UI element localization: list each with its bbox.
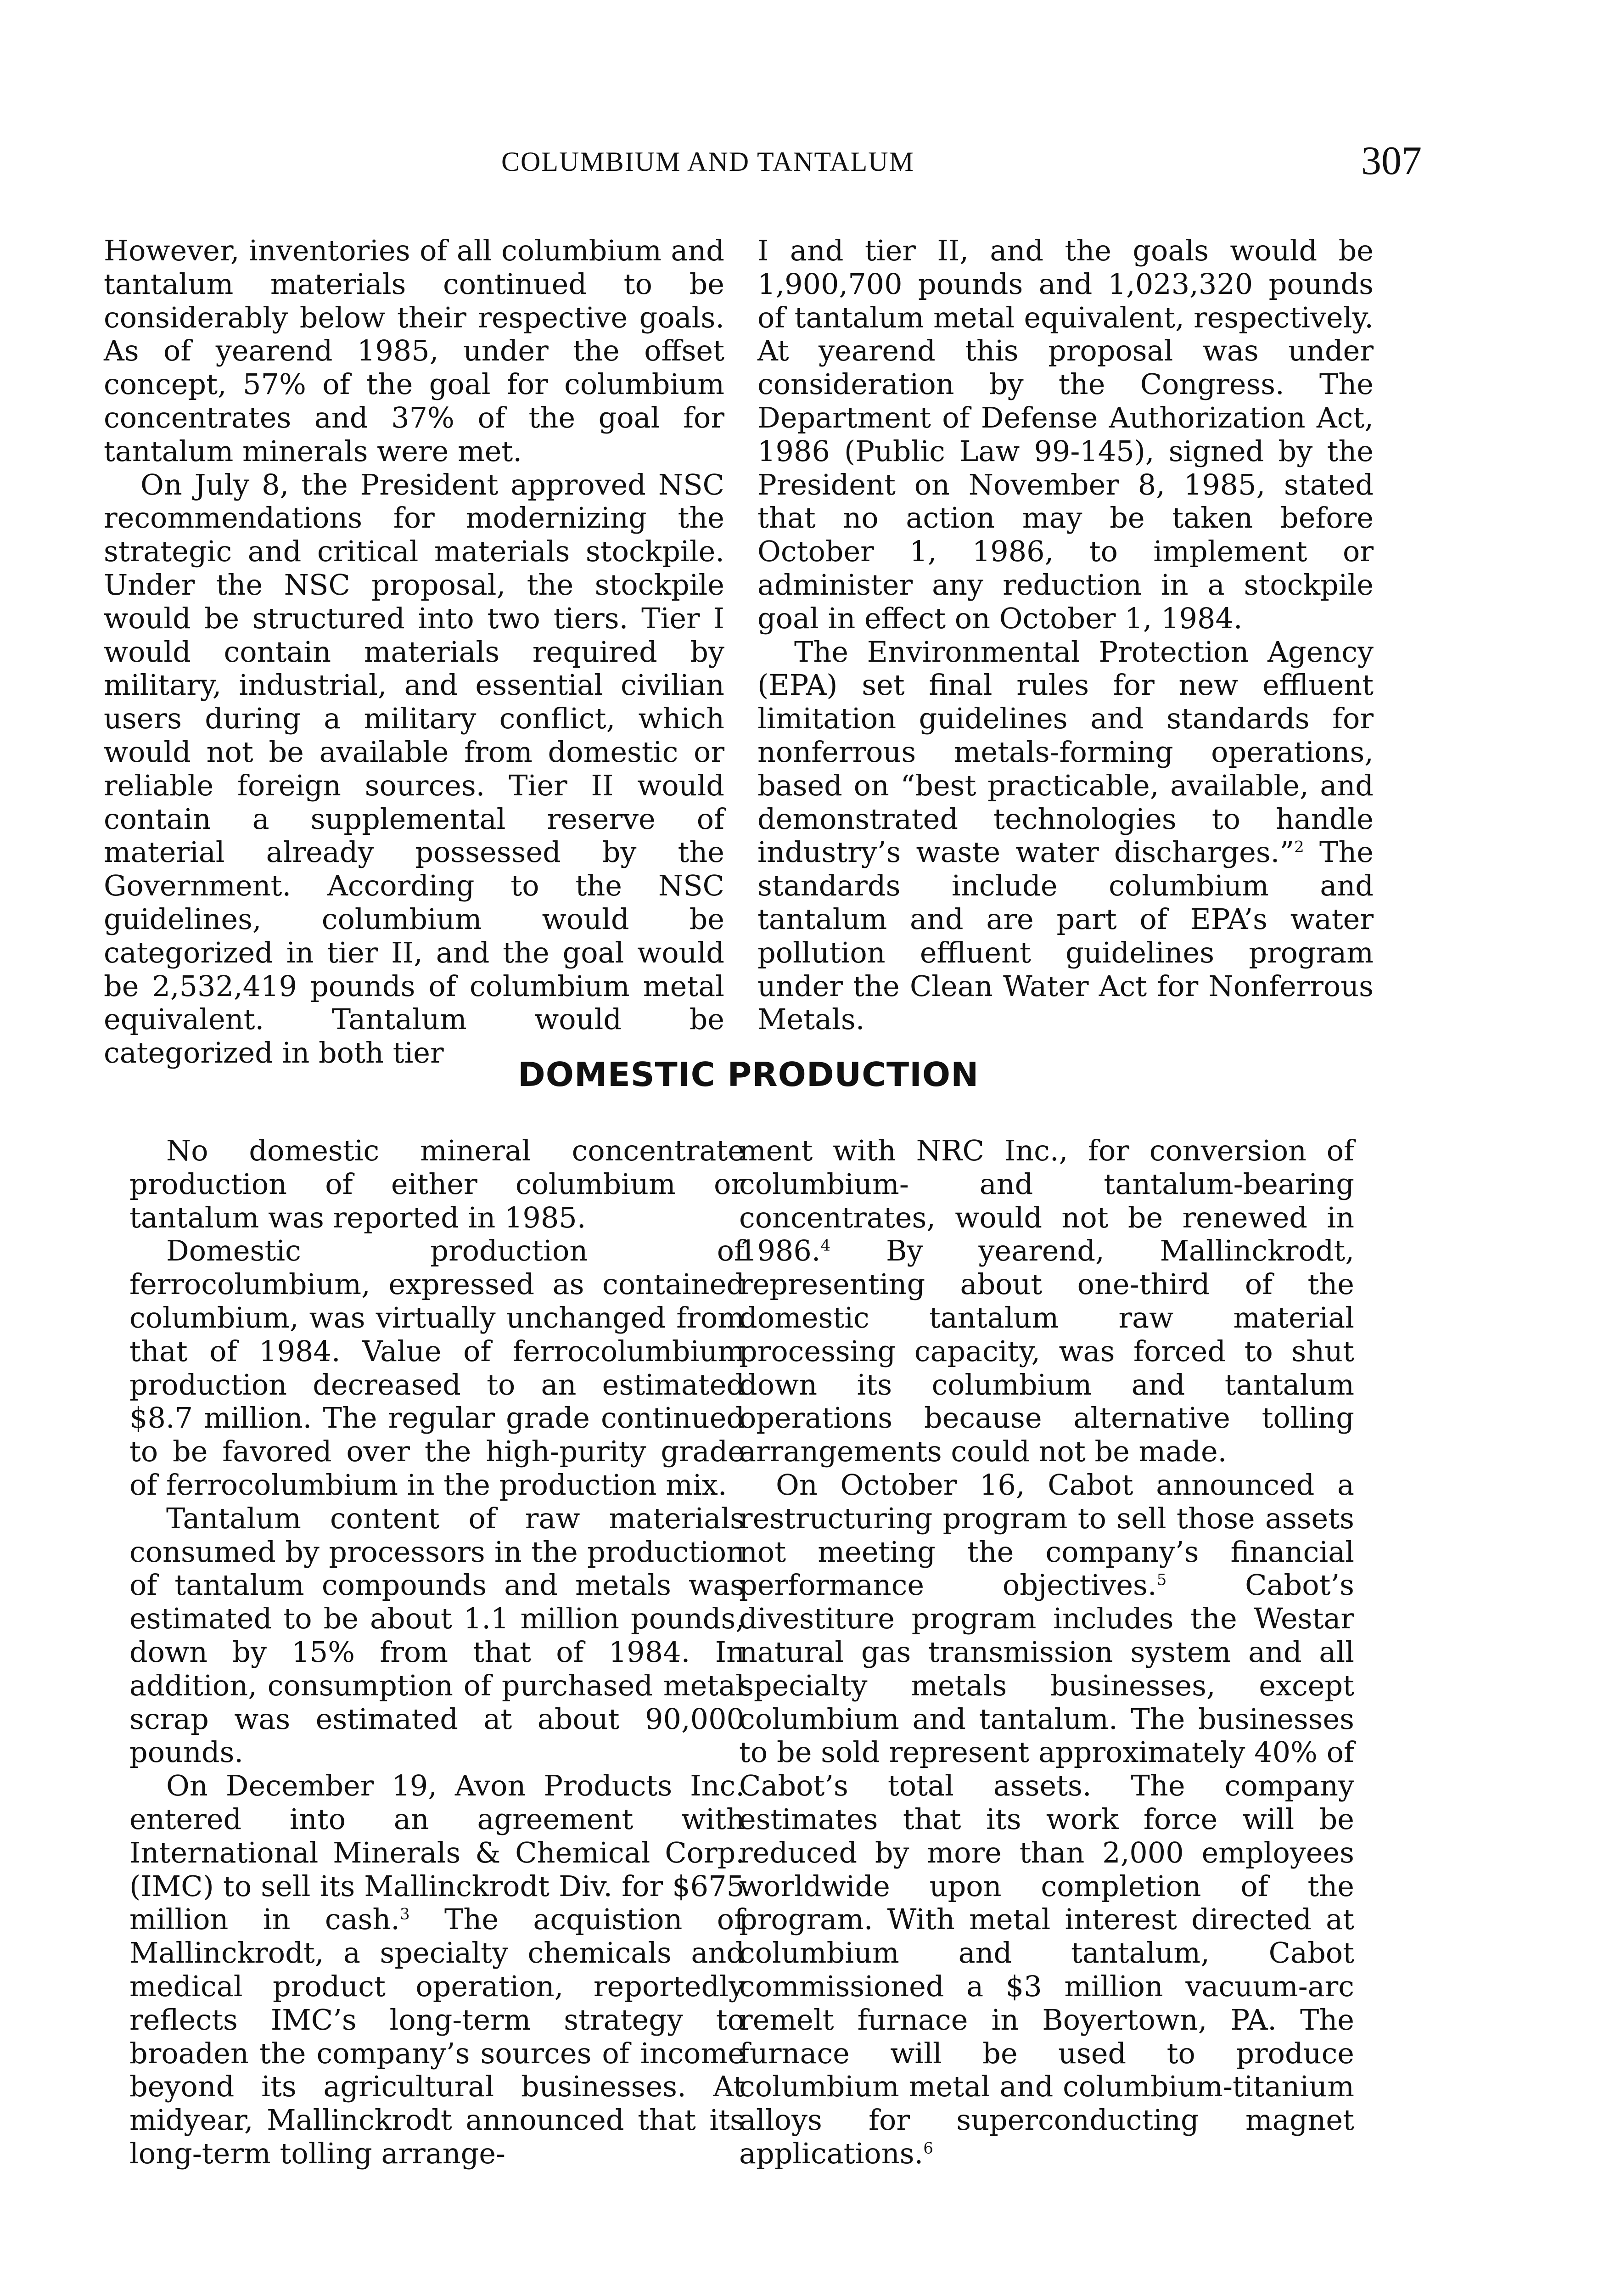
paragraph: Domestic production of ferrocolumbium, expressed as contained columbium, was virtually unchanged from that of 1984. Value of ferrocolumbium production decreased to an estimated $8.7 million. The regular grade continued to be favored over the high-purity grade of ferrocolumbium in the production mix. xyxy=(129,1234,745,1502)
footnote-marker: 5 xyxy=(1156,1570,1167,1589)
paragraph-text: By yearend, Mallinckrodt, representing about one-third of the domestic tantalum raw material processing capacity, was forced to shut down its columbium and tantalum operations because alternative tolling arrangements could not be made. xyxy=(739,1234,1354,1469)
running-head: COLUMBIUM AND TANTALUM xyxy=(501,146,914,177)
paragraph-text: The acquistion of Mallinckrodt, a specialty chemicals and medical product operation, reportedly reflects IMC’s long-term strategy to broaden the company’s sources of income beyond its agricultural businesses. At midyear, Mallinckrodt announced that its long-term tolling arrange- xyxy=(129,1902,745,2170)
section-heading: DOMESTIC PRODUCTION xyxy=(518,1055,979,1094)
paragraph-text: On December 19, Avon Products Inc. entered into an agreement with International Minerals & Chemical Corp. (IMC) to sell its Mallinckrodt Div. for $675 million in cash. xyxy=(129,1769,745,1936)
paragraph-text: Cabot’s divestiture program includes the Westar natural gas transmission system and all specialty metals businesses, except columbium and tantalum. The businesses to be sold represent approximately 40% of Cabot’s total assets. The company estimates that its work force will be reduced by more than 2,000 employees worldwide upon completion of the program. With metal interest directed at columbium and tantalum, Cabot commissioned a $3 million vacuum-arc remelt furnace in Boyertown, PA. The furnace will be used to produce columbium metal and columbium-titanium alloys for superconducting magnet applications. xyxy=(739,1568,1354,2170)
paragraph xyxy=(739,1134,1354,1469)
paragraph-text: The standards include columbium and tantalum and are part of EPA’s water pollution effluent guidelines program under the Clean Water Act for Nonferrous Metals. xyxy=(757,835,1374,1036)
page-number: 307 xyxy=(1361,139,1422,183)
paragraph xyxy=(129,1769,745,2171)
paragraph-text: The Environmental Protection Agency (EPA) set final rules for new effluent limitation guidelines and standards for nonferrous metals-forming operations, based on “best practicable, available, and demonstrated technologies to handle industry’s waste water discharges.” xyxy=(757,635,1374,869)
bottom-left-column xyxy=(129,1134,745,2171)
paragraph xyxy=(739,1469,1354,2171)
top-right-column xyxy=(757,234,1374,1036)
paragraph xyxy=(757,636,1374,1037)
paragraph: However, inventories of all columbium and tantalum materials continued to be considerably below their respective goals. As of yearend 1985, under the offset concept, 57% of the goal for columbium concentrates and 37% of the goal for tantalum minerals were met. xyxy=(104,234,724,468)
paragraph: No domestic mineral concentrate production of either columbium or tantalum was reported in 1985. xyxy=(129,1134,745,1234)
bottom-right-column xyxy=(739,1134,1354,2171)
footnote-marker: 6 xyxy=(923,2139,933,2158)
footnote-marker: 4 xyxy=(820,1236,831,1255)
top-left-column xyxy=(104,234,724,1070)
footnote-marker: 2 xyxy=(1294,838,1304,856)
footnote-marker: 3 xyxy=(400,1905,410,1924)
paragraph-text: On October 16, Cabot announced a restructuring program to sell those assets not meeting the company’s financial performance objectives. xyxy=(739,1468,1354,1602)
paragraph: Tantalum content of raw materials consumed by processors in the production of tantalum compounds and metals was estimated to be about 1.1 million pounds, down by 15% from that of 1984. In addition, consumption of purchased metal scrap was estimated at about 90,000 pounds. xyxy=(129,1501,745,1769)
paragraph: On July 8, the President approved NSC recommendations for modernizing the strategic and critical materials stockpile. Under the NSC proposal, the stockpile would be structured into two tiers. Tier I would contain materials required by military, industrial, and essential civilian users during a military conflict, which would not be available from domestic or reliable foreign sources. Tier II would contain a supplemental reserve of material already possessed by the Government. According to the NSC guidelines, columbium would be categorized in tier II, and the goal would be 2,532,419 pounds of columbium metal equivalent. Tantalum would be categorized in both tier xyxy=(104,467,724,1070)
paragraph-text: ment with NRC Inc., for conversion of columbium- and tantalum-bearing concentrates, would not be renewed in 1986. xyxy=(739,1134,1354,1268)
paragraph: I and tier II, and the goals would be 1,900,700 pounds and 1,023,320 pounds of tantalum metal equivalent, respectively. At yearend this proposal was under consideration by the Congress. The Department of Defense Authorization Act, 1986 (Public Law 99-145), signed by the President on November 8, 1985, stated that no action may be taken before October 1, 1986, to implement or administer any reduction in a stockpile goal in effect on October 1, 1984. xyxy=(757,234,1374,635)
